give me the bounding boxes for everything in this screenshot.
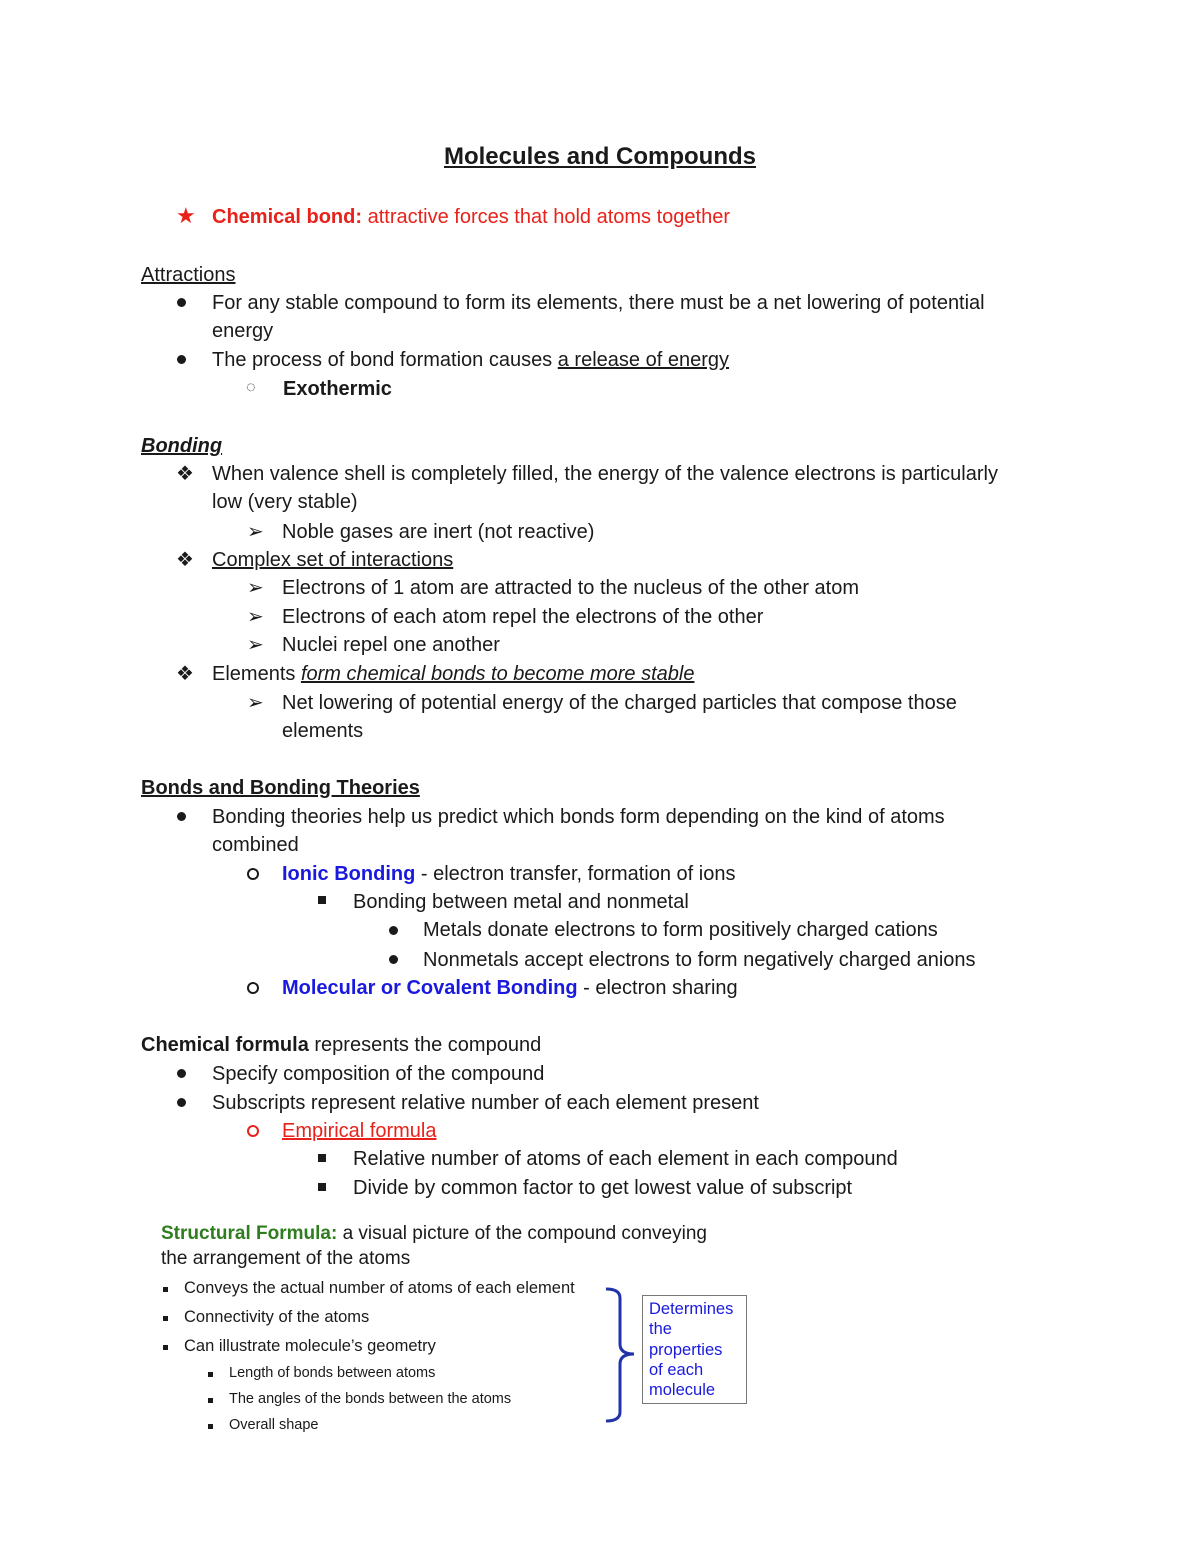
attractions-heading: Attractions xyxy=(141,264,236,286)
net-lowering-line-2: elements xyxy=(282,720,364,742)
square-bullet-icon xyxy=(208,1424,213,1429)
empirical-formula: Empirical formula xyxy=(282,1120,437,1142)
bonding-diamond-3 xyxy=(212,662,694,686)
release-of-energy: a release of energy xyxy=(557,349,729,371)
square-bullet-icon xyxy=(208,1398,213,1403)
box-line-5: molecule xyxy=(649,1381,716,1399)
square-bullet-icon xyxy=(318,1154,326,1162)
bonding-heading: Bonding xyxy=(141,435,223,457)
bullet-icon xyxy=(389,955,398,964)
structural-sub-2: The angles of the bonds between the atoms xyxy=(229,1391,512,1407)
theories-bullet-line-2: combined xyxy=(212,834,299,856)
structural-item-1: Conveys the actual number of atoms of each element xyxy=(184,1279,575,1297)
bullet-icon xyxy=(177,1069,186,1078)
noble-gases: Noble gases are inert (not reactive) xyxy=(282,521,595,543)
determines-properties-box xyxy=(642,1295,747,1404)
right-bracket-icon xyxy=(604,1286,640,1424)
square-bullet-icon xyxy=(208,1372,213,1377)
interaction-1: Electrons of 1 atom are attracted to the nucleus of the other atom xyxy=(282,577,859,599)
arrow-bullet-icon: ➢ xyxy=(247,606,264,628)
metal-nonmetal: Bonding between metal and nonmetal xyxy=(353,891,689,913)
attractions-bullet-2 xyxy=(212,348,729,372)
square-bullet-icon xyxy=(318,1183,326,1191)
covalent-bonding-line xyxy=(282,976,738,1000)
box-line-3: properties xyxy=(649,1341,723,1359)
square-bullet-icon xyxy=(163,1287,168,1292)
arrow-bullet-icon: ➢ xyxy=(247,692,264,714)
chemical-bond-definition: attractive forces that hold atoms together xyxy=(367,206,730,228)
elements-text: Elements xyxy=(212,663,301,685)
bullet-icon xyxy=(177,355,186,364)
square-bullet-icon xyxy=(163,1316,168,1321)
structural-item-2: Connectivity of the atoms xyxy=(184,1308,370,1326)
covalent-bonding-term: Molecular or Covalent Bonding xyxy=(282,977,578,999)
structural-formula-line-1 xyxy=(161,1223,707,1246)
ionic-bonding-line xyxy=(282,862,735,886)
chemical-formula-term: Chemical formula xyxy=(141,1034,309,1056)
page-title: Molecules and Compounds xyxy=(443,143,757,170)
empirical-point-1: Relative number of atoms of each element in each compound xyxy=(353,1148,898,1170)
chemical-formula-desc: represents the compound xyxy=(308,1034,542,1056)
dotted-circle-icon: ◌ xyxy=(246,379,256,396)
net-lowering-line-1: Net lowering of potential energy of the charged particles that compose those xyxy=(282,692,957,714)
interaction-3: Nuclei repel one another xyxy=(282,634,500,656)
arrow-bullet-icon: ➢ xyxy=(247,577,264,599)
covalent-bonding-desc: - electron sharing xyxy=(577,977,738,999)
attractions-bullet-1-line-1: For any stable compound to form its elements, there must be a net lowering of potential xyxy=(212,292,985,314)
structural-sub-1: Length of bonds between atoms xyxy=(229,1365,436,1381)
bonding-diamond-1-line-2: low (very stable) xyxy=(212,491,358,513)
attractions-bullet-1-line-2: energy xyxy=(212,320,274,342)
circle-bullet-icon xyxy=(247,982,259,994)
ionic-bonding-desc: - electron transfer, formation of ions xyxy=(415,863,736,885)
structural-formula-line-2: the arrangement of the atoms xyxy=(161,1248,411,1269)
box-line-2: the xyxy=(649,1320,672,1338)
chemical-bond-term: Chemical bond: xyxy=(212,206,363,228)
bullet-icon xyxy=(177,1098,186,1107)
attractions-bullet-2-text: The process of bond formation causes xyxy=(212,349,558,371)
structural-item-3: Can illustrate molecule’s geometry xyxy=(184,1337,436,1355)
square-bullet-icon xyxy=(163,1345,168,1350)
circle-bullet-icon xyxy=(247,1125,259,1137)
structural-sub-3: Overall shape xyxy=(229,1417,319,1433)
form-chemical-bonds: form chemical bonds to become more stable xyxy=(300,663,695,685)
square-bullet-icon xyxy=(318,896,326,904)
interaction-2: Electrons of each atom repel the electrons of the other xyxy=(282,606,764,628)
diamond-bullet-icon: ❖ xyxy=(176,463,194,485)
star-icon: ★ xyxy=(176,203,196,228)
ionic-bonding-term: Ionic Bonding xyxy=(282,863,416,885)
exothermic: Exothermic xyxy=(283,378,392,400)
complex-interactions: Complex set of interactions xyxy=(212,549,454,571)
chemical-formula-line xyxy=(141,1033,541,1057)
formula-bullet-2: Subscripts represent relative number of each element present xyxy=(212,1092,759,1114)
box-line-4: of each xyxy=(649,1361,704,1379)
structural-formula-term: Structural Formula: xyxy=(161,1223,338,1244)
chemical-bond-line xyxy=(212,205,730,229)
bullet-icon xyxy=(389,926,398,935)
arrow-bullet-icon: ➢ xyxy=(247,521,264,543)
bonding-diamond-1-line-1: When valence shell is completely filled, the energy of the valence electrons is particularly xyxy=(212,463,998,485)
bullet-icon xyxy=(177,812,186,821)
formula-bullet-1: Specify composition of the compound xyxy=(212,1063,545,1085)
theories-heading: Bonds and Bonding Theories xyxy=(141,777,420,799)
box-line-1: Determines xyxy=(649,1300,734,1318)
structural-formula-desc: a visual picture of the compound conveying xyxy=(337,1223,707,1244)
theories-bullet-line-1: Bonding theories help us predict which bonds form depending on the kind of atoms xyxy=(212,806,945,828)
empirical-point-2: Divide by common factor to get lowest value of subscript xyxy=(353,1177,853,1199)
metals-donate: Metals donate electrons to form positively charged cations xyxy=(423,919,938,941)
diamond-bullet-icon: ❖ xyxy=(176,663,194,685)
circle-bullet-icon xyxy=(247,868,259,880)
nonmetals-accept: Nonmetals accept electrons to form negatively charged anions xyxy=(423,949,976,971)
arrow-bullet-icon: ➢ xyxy=(247,634,264,656)
diamond-bullet-icon: ❖ xyxy=(176,549,194,571)
bullet-icon xyxy=(177,298,186,307)
